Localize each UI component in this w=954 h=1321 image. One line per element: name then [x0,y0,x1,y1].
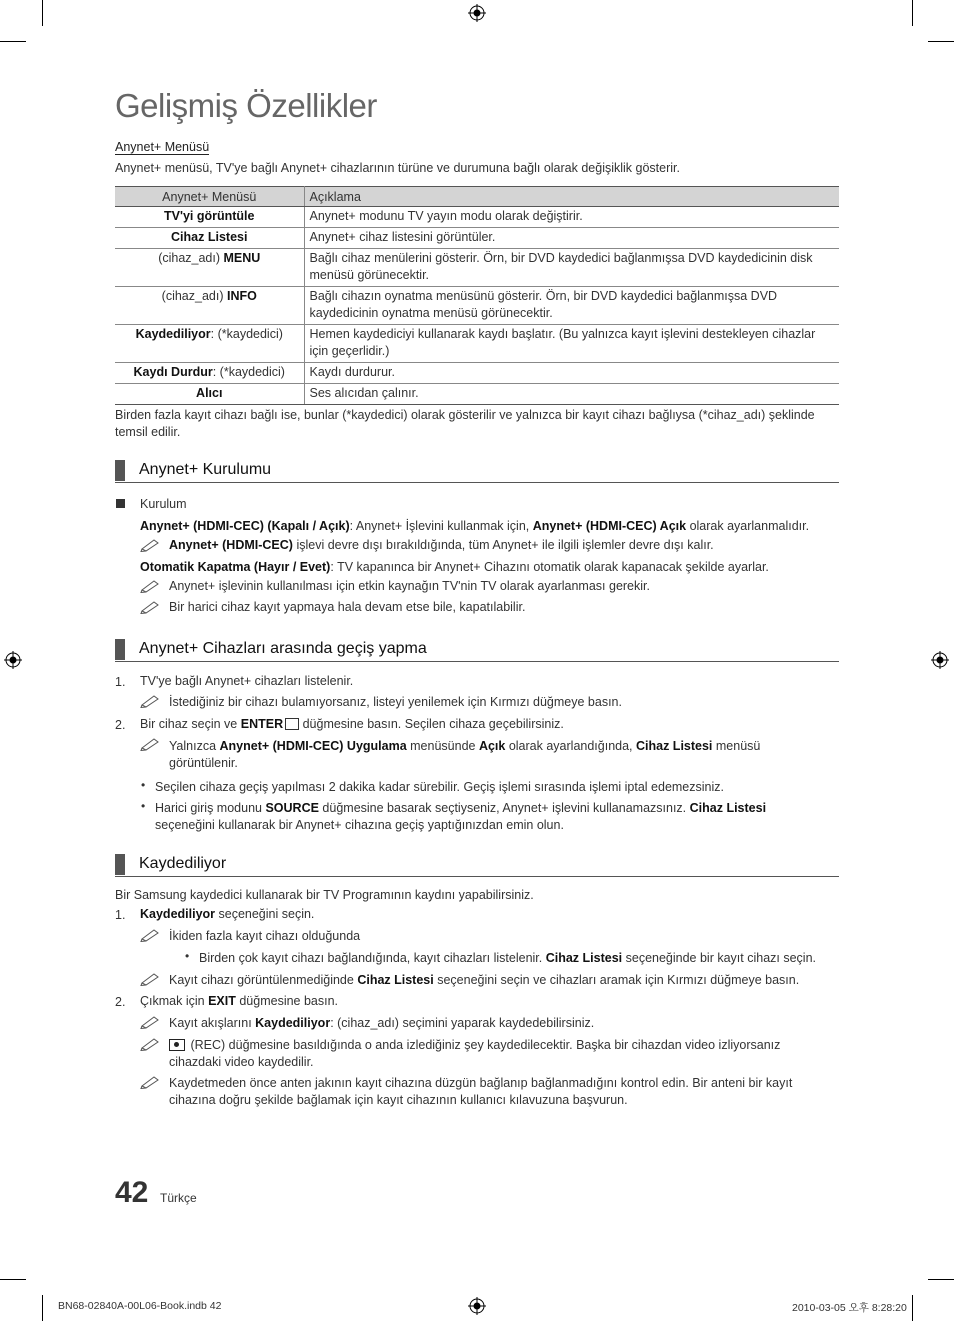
setup-line-1: Anynet+ (HDMI-CEC) (Kapalı / Açık): Anynet+ İşlevini kullanmak için, Anynet+ (HDMI-CEC) Açık olarak ayarlanmalıdır. [140,519,810,533]
record-note-5-cont: cihazına doğru şekilde bağlamak için kayıt cihazının kullanıcı kılavuzuna başvurun. [169,1093,628,1107]
table-row [115,228,839,249]
table-cell-desc: Anynet+ modunu TV yayın modu olarak değiştirir. [304,207,839,228]
step-number: 1. [115,675,126,689]
crop-mark [42,0,43,26]
table-cell-menu: TV'yi görüntüle [115,207,304,228]
section-heading-record [115,853,839,877]
table-header-row [115,187,839,207]
page-language: Türkçe [160,1191,197,1205]
note-icon [140,694,160,708]
switch-step-2: Bir cihaz seçin ve ENTER düğmesine basın. Seçilen cihaza geçebilirsiniz. [140,717,564,731]
table-row [115,207,839,228]
note-icon [140,1015,160,1029]
table-row [115,384,839,405]
switch-step-2-note-cont: görüntülenir. [169,756,238,770]
step-number: 1. [115,908,126,922]
step-number: 2. [115,995,126,1009]
table-cell-desc: Bağlı cihaz menülerini gösterir. Örn, bir DVD kaydedici bağlanmışsa DVD kaydedicinin disk menüsü görünecektir. [304,249,839,287]
switch-bullet-2: Harici giriş modunu SOURCE düğmesine basarak seçtiyseniz, Anynet+ işlevini kullanamazsınız. Cihaz Listesi [155,801,767,815]
note-icon [140,579,160,593]
table-row [115,325,839,363]
table-cell-desc: Hemen kaydediciyi kullanarak kaydı başlatır. (Bu yalnızca kayıt işlevini destekleyen cihazlar için geçerlidir.) [304,325,839,363]
section-heading-text: Kaydediliyor [139,855,227,872]
record-note-5: Kaydetmeden önce anten jakının kayıt cihazına düzgün bağlanıp bağlanmadığını kontrol edin. Bir anteni bir kayıt [169,1076,793,1090]
switch-step-1: TV'ye bağlı Anynet+ cihazları listelenir. [140,674,354,688]
bullet-icon: • [185,949,190,963]
note-icon [140,972,160,986]
table-cell-desc: Anynet+ cihaz listesini görüntüler. [304,228,839,249]
record-intro: Bir Samsung kaydedici kullanarak bir TV Programının kaydını yapabilirsiniz. [115,888,534,902]
switch-step-2-note: Yalnızca Anynet+ (HDMI-CEC) Uygulama menüsünde Açık olarak ayarlandığında, Cihaz Listesi menüsü [169,739,761,753]
table-row [115,249,839,287]
crop-mark [928,41,954,42]
crop-mark [0,41,26,42]
setup-line-2: Otomatik Kapatma (Hayır / Evet): TV kapanınca bir Anynet+ Cihazını otomatik olarak kapanacak şekilde ayarlar. [140,560,769,574]
switch-step-1-note: İstediğiniz bir cihazı bulamıyorsanız, listeyi yenilemek için Kırmızı düğmeye basın. [169,695,622,709]
crop-mark [42,1295,43,1321]
setup-note-1: Anynet+ (HDMI-CEC) işlevi devre dışı bırakıldığında, tüm Anynet+ ile ilgili işlemler devre dışı kalır. [169,538,714,552]
note-icon [140,600,160,614]
note-icon [140,1075,160,1089]
registration-mark-icon [4,651,22,669]
setup-note-2: Anynet+ işlevinin kullanılması için etkin kaynağın TV'nin TV olarak ayarlanması gerekir. [169,579,650,593]
setup-item: Kurulum [140,497,187,511]
record-note-1: İkiden fazla kayıt cihazı olduğunda [169,929,361,943]
table-cell-menu: Cihaz Listesi [115,228,304,249]
section-bar [115,460,125,481]
record-note-2: Kayıt cihazı görüntülenmediğinde Cihaz Listesi seçeneğini seçin ve cihazları aramak için Kırmızı düğmeye basın. [169,973,800,987]
section-heading-setup [115,459,839,483]
record-step-1: Kaydediliyor seçeneğini seçin. [140,907,315,921]
record-sub-bullet: Birden çok kayıt cihazı bağlandığında, kayıt cihazları listelenir. Cihaz Listesi seçeneğinde bir kayıt cihazı seçin. [199,951,816,965]
section-heading-switch [115,638,839,662]
menu-footnote: Birden fazla kayıt cihazı bağlı ise, bunlar (*kaydedici) olarak gösterilir ve yalnızca bir kayıt cihazı bağlıysa (*cihaz_adı) şeklinde temsil edilir. [115,408,815,439]
note-icon [140,538,160,552]
bullet-icon: • [141,799,146,813]
registration-mark-icon [931,651,949,669]
crop-mark [928,1279,954,1280]
record-note-3: Kayıt akışlarını Kaydediliyor: (cihaz_adı) seçimini yaparak kaydedebilirsiniz. [169,1016,595,1030]
page-title: Gelişmiş Özellikler [115,87,377,124]
switch-bullet-2-cont: seçeneğini kullanarak bir Anynet+ cihazına geçiş yaptığınızdan emin olun. [155,818,564,832]
table-row [115,287,839,325]
square-bullet-icon [116,499,125,508]
registration-mark-icon [468,1297,486,1315]
section-bar [115,639,125,660]
footer-timestamp: 2010-03-05 오후 8:28:20 [792,1302,907,1314]
table-row [115,363,839,384]
table-cell-menu: (cihaz_adı) MENU [115,249,304,287]
table-cell-menu: (cihaz_adı) INFO [115,287,304,325]
section-heading-text: Anynet+ Kurulumu [139,461,272,478]
table-cell-desc: Ses alıcıdan çalınır. [304,384,839,405]
step-number: 2. [115,718,126,732]
note-icon [140,1037,160,1051]
record-step-2: Çıkmak için EXIT düğmesine basın. [140,994,339,1008]
table-header-menu: Anynet+ Menüsü [115,187,304,207]
note-icon [140,928,160,942]
table-cell-menu: Kaydediliyor: (*kaydedici) [115,325,304,363]
menu-intro: Anynet+ menüsü, TV'ye bağlı Anynet+ cihazlarının türüne ve durumuna bağlı olarak değişiklik gösterir. [115,161,680,175]
page-number: 42 [115,1176,149,1209]
footer-file-info: BN68-02840A-00L06-Book.indb 42 [58,1300,222,1312]
switch-bullet-1: Seçilen cihaza geçiş yapılması 2 dakika kadar sürebilir. Geçiş işlemi sırasında işlemi iptal edemezsiniz. [155,780,724,794]
rec-icon [169,1039,185,1051]
menu-subheading: Anynet+ Menüsü [115,140,210,154]
record-note-4: (REC) düğmesine basıldığında o anda izlediğiniz şey kaydedilecektir. Başka bir cihazdan video izliyorsanız [169,1037,780,1054]
record-note-4-cont: cihazdaki video kaydedilir. [169,1055,314,1069]
enter-icon [285,718,299,730]
anynet-menu-table [115,186,839,405]
setup-note-3: Bir harici cihaz kayıt yapmaya hala devam etse bile, kapatılabilir. [169,600,526,614]
note-icon [140,737,160,751]
section-bar [115,854,125,875]
table-cell-desc: Bağlı cihazın oynatma menüsünü gösterir. Örn, bir DVD kaydedici bağlanmışsa DVD kaydedicinin oynatma menüsü görünecektir. [304,287,839,325]
crop-mark [912,0,913,26]
bullet-icon: • [141,778,146,792]
table-header-desc: Açıklama [304,187,839,207]
crop-mark [0,1279,26,1280]
table-cell-menu: Kaydı Durdur: (*kaydedici) [115,363,304,384]
registration-mark-icon [468,4,486,22]
section-heading-text: Anynet+ Cihazları arasında geçiş yapma [139,640,427,657]
crop-mark [912,1295,913,1321]
table-cell-desc: Kaydı durdurur. [304,363,839,384]
table-cell-menu: Alıcı [115,384,304,405]
